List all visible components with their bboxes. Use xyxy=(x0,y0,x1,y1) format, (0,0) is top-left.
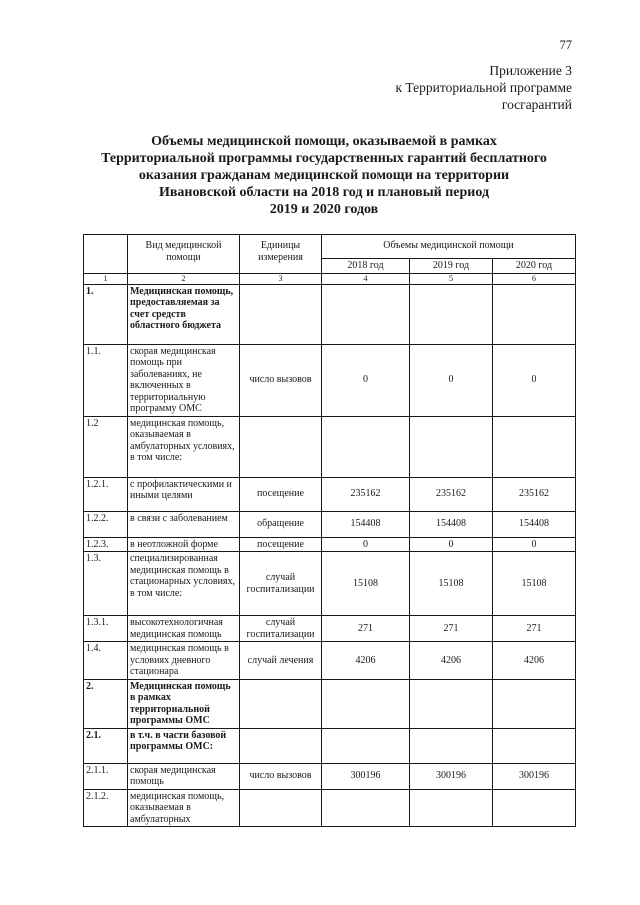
header-cell-unit: Единицы измерения xyxy=(240,235,322,274)
row-value-2019 xyxy=(410,679,493,728)
row-unit-cell: случай госпитализации xyxy=(240,616,322,642)
title-line: оказания гражданам медицинской помощи на территории xyxy=(138,168,510,183)
row-unit-cell: посещение xyxy=(240,477,322,511)
row-value-2019: 154408 xyxy=(410,511,493,537)
header-cell-type: Вид медицинской помощи xyxy=(128,235,240,274)
table-body xyxy=(84,235,576,827)
row-number-cell: 2.1.1. xyxy=(84,763,128,789)
column-number: 4 xyxy=(322,273,410,284)
row-number-cell: 2. xyxy=(84,679,128,728)
document-title xyxy=(60,133,588,218)
row-value-2018 xyxy=(322,789,410,827)
row-name-cell: высокотехнологичная медицинская помощь xyxy=(128,616,240,642)
row-value-2018 xyxy=(322,284,410,344)
row-value-2019 xyxy=(410,416,493,477)
row-name-cell: скорая медицинская помощь xyxy=(128,763,240,789)
row-number-cell: 1.2.1. xyxy=(84,477,128,511)
row-value-2020 xyxy=(493,789,576,827)
row-number-cell: 1.2.2. xyxy=(84,511,128,537)
row-value-2020: 15108 xyxy=(493,552,576,616)
row-unit-cell xyxy=(240,284,322,344)
row-value-2018 xyxy=(322,416,410,477)
table-row xyxy=(84,763,576,789)
row-value-2020: 235162 xyxy=(493,477,576,511)
row-number-cell: 1.1. xyxy=(84,344,128,416)
row-unit-cell: число вызовов xyxy=(240,344,322,416)
row-value-2019 xyxy=(410,789,493,827)
row-number-cell: 1. xyxy=(84,284,128,344)
row-value-2020 xyxy=(493,284,576,344)
row-value-2018 xyxy=(322,679,410,728)
header-cell-2018: 2018 год xyxy=(322,259,410,274)
row-name-cell: в т.ч. в части базовой программы ОМС: xyxy=(128,728,240,763)
row-value-2019: 300196 xyxy=(410,763,493,789)
row-unit-cell xyxy=(240,679,322,728)
column-number: 5 xyxy=(410,273,493,284)
row-unit-cell: обращение xyxy=(240,511,322,537)
row-number-cell: 1.4. xyxy=(84,642,128,680)
row-value-2019: 0 xyxy=(410,344,493,416)
row-value-2020: 0 xyxy=(493,537,576,552)
row-value-2020: 0 xyxy=(493,344,576,416)
header-cell-2020: 2020 год xyxy=(493,259,576,274)
row-value-2019 xyxy=(410,284,493,344)
row-name-cell: медицинская помощь, оказываемая в амбулаторных xyxy=(128,789,240,827)
title-line: Ивановской области на 2018 год и плановый период xyxy=(158,185,490,200)
row-value-2020 xyxy=(493,679,576,728)
row-unit-cell: случай госпитализации xyxy=(240,552,322,616)
column-number: 1 xyxy=(84,273,128,284)
table-row xyxy=(84,344,576,416)
column-number: 6 xyxy=(493,273,576,284)
volumes-table xyxy=(83,234,576,827)
row-unit-cell: число вызовов xyxy=(240,763,322,789)
header-cell-num xyxy=(84,235,128,274)
table-row xyxy=(84,537,576,552)
appendix-line: Приложение 3 xyxy=(489,63,572,78)
row-unit-cell xyxy=(240,728,322,763)
row-value-2019: 4206 xyxy=(410,642,493,680)
row-number-cell: 1.2 xyxy=(84,416,128,477)
table-row xyxy=(84,616,576,642)
table-row xyxy=(84,552,576,616)
row-value-2020: 154408 xyxy=(493,511,576,537)
table-row xyxy=(84,416,576,477)
row-name-cell: Медицинская помощь в рамках территориальной программы ОМС xyxy=(128,679,240,728)
row-value-2018: 4206 xyxy=(322,642,410,680)
row-number-cell: 1.2.3. xyxy=(84,537,128,552)
row-name-cell: в неотложной форме xyxy=(128,537,240,552)
row-value-2019: 271 xyxy=(410,616,493,642)
row-value-2018: 300196 xyxy=(322,763,410,789)
row-name-cell: медицинская помощь, оказываемая в амбулаторных условиях, в том числе: xyxy=(128,416,240,477)
row-value-2018: 271 xyxy=(322,616,410,642)
row-value-2018 xyxy=(322,728,410,763)
row-name-cell: Медицинская помощь, предоставляемая за счет средств областного бюджета xyxy=(128,284,240,344)
row-value-2020: 300196 xyxy=(493,763,576,789)
appendix-header xyxy=(396,62,573,113)
row-unit-cell xyxy=(240,416,322,477)
column-number: 3 xyxy=(240,273,322,284)
appendix-line: к Территориальной программе xyxy=(395,80,572,95)
row-name-cell: с профилактическими и иными целями xyxy=(128,477,240,511)
row-name-cell: специализированная медицинская помощь в стационарных условиях, в том числе: xyxy=(128,552,240,616)
row-name-cell: скорая медицинская помощь при заболеваниях, не включенных в территориальную программу ОМС xyxy=(128,344,240,416)
row-number-cell: 2.1.2. xyxy=(84,789,128,827)
title-line: Территориальной программы государственных гарантий бесплатного xyxy=(101,151,547,166)
column-number: 2 xyxy=(128,273,240,284)
row-value-2020 xyxy=(493,728,576,763)
row-value-2018: 154408 xyxy=(322,511,410,537)
title-line: Объемы медицинской помощи, оказываемой в рамках xyxy=(151,134,497,149)
table-row xyxy=(84,789,576,827)
row-value-2019: 15108 xyxy=(410,552,493,616)
row-name-cell: в связи с заболеванием xyxy=(128,511,240,537)
row-unit-cell xyxy=(240,789,322,827)
header-row xyxy=(84,235,576,259)
row-value-2019: 0 xyxy=(410,537,493,552)
row-number-cell: 1.3.1. xyxy=(84,616,128,642)
row-number-cell: 2.1. xyxy=(84,728,128,763)
row-value-2020: 271 xyxy=(493,616,576,642)
row-value-2018: 0 xyxy=(322,344,410,416)
row-value-2020 xyxy=(493,416,576,477)
header-cell-volumes: Объемы медицинской помощи xyxy=(322,235,576,259)
title-line: 2019 и 2020 годов xyxy=(269,202,379,217)
row-value-2018: 235162 xyxy=(322,477,410,511)
row-value-2020: 4206 xyxy=(493,642,576,680)
table-row xyxy=(84,728,576,763)
row-value-2019 xyxy=(410,728,493,763)
table-row xyxy=(84,511,576,537)
column-number-row xyxy=(84,273,576,284)
row-value-2018: 0 xyxy=(322,537,410,552)
row-unit-cell: случай лечения xyxy=(240,642,322,680)
table-row xyxy=(84,642,576,680)
row-value-2019: 235162 xyxy=(410,477,493,511)
row-number-cell: 1.3. xyxy=(84,552,128,616)
row-unit-cell: посещение xyxy=(240,537,322,552)
table-row xyxy=(84,477,576,511)
appendix-line: госгарантий xyxy=(501,97,572,112)
table-row xyxy=(84,679,576,728)
page-number: 77 xyxy=(559,38,572,52)
table-row xyxy=(84,284,576,344)
row-value-2018: 15108 xyxy=(322,552,410,616)
header-cell-2019: 2019 год xyxy=(410,259,493,274)
row-name-cell: медицинская помощь в условиях дневного стационара xyxy=(128,642,240,680)
